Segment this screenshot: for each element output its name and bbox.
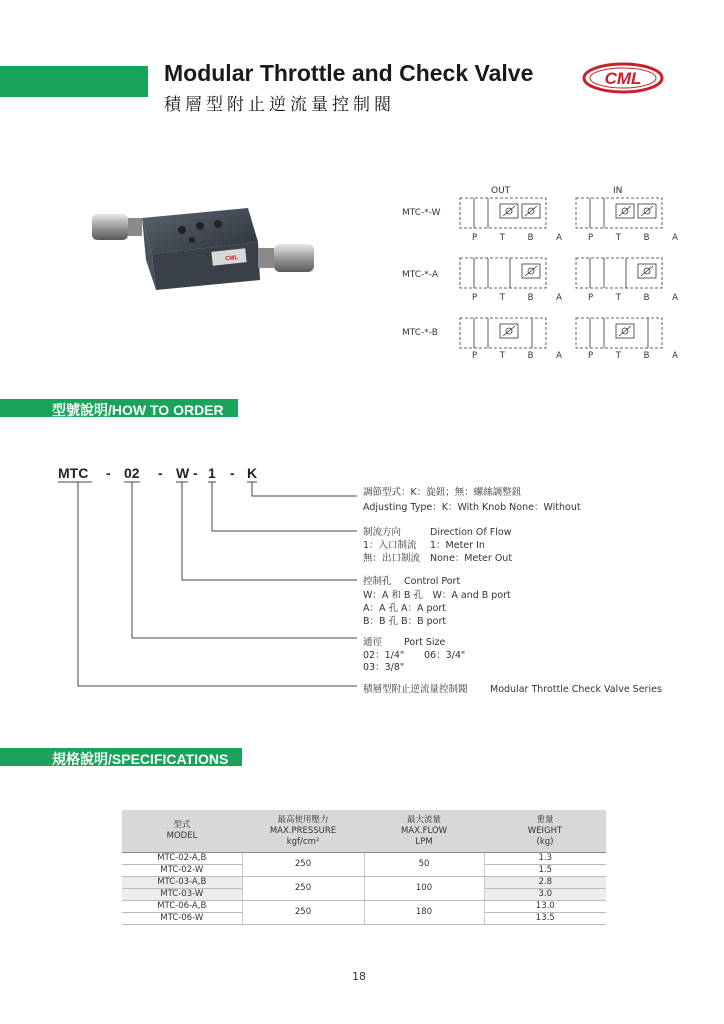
port-labels: P T B A (472, 293, 562, 303)
code-direction: 1 (208, 465, 216, 481)
control-en-title: Control Port (404, 576, 461, 587)
page-number: 18 (352, 970, 366, 983)
code-dash: - (158, 465, 163, 481)
table-row: MTC-02-A,B 250 50 1.3 (122, 853, 606, 865)
size-zh-title: 通徑 (363, 637, 383, 648)
symbol-row-label: MTC-*-A (402, 270, 438, 280)
direction-zh-1: 1：入口制流 (363, 540, 417, 551)
code-size: 02 (124, 465, 140, 481)
port-labels: P T B A (588, 293, 678, 303)
col-flow: 最大流量 MAX.FLOW LPM (364, 810, 484, 853)
series-zh: 積層型附止逆流量控制閥 (363, 684, 468, 695)
direction-zh-2: 無：出口制流 (363, 553, 421, 564)
size-en-title: Port Size (404, 637, 446, 648)
symbol-diagrams (458, 196, 668, 368)
control-zh-title: 控制孔 (363, 576, 392, 587)
size-line-2: 03：3/8" (363, 662, 405, 673)
page-subtitle-zh: 積層型附止逆流量控制閥 (164, 95, 395, 115)
port-labels: P T B A (588, 351, 678, 361)
page-title: Modular Throttle and Check Valve (164, 60, 534, 86)
header-accent-bar (0, 66, 148, 97)
control-line-1: W：A 和 B 孔 W：A and B port (363, 590, 511, 601)
size-line-1b: 06：3/4" (424, 650, 466, 661)
direction-zh-title: 制流方向 (363, 527, 402, 538)
table-row: MTC-03-W 3.0 (122, 889, 606, 901)
code-dash: - (106, 465, 111, 481)
order-leader-lines (0, 478, 360, 693)
specifications-heading: 規格說明/SPECIFICATIONS (52, 751, 229, 767)
port-labels: P T B A (472, 233, 562, 243)
direction-en-1: 1：Meter In (430, 540, 485, 551)
series-en: Modular Throttle Check Valve Series (490, 684, 662, 695)
product-label: CML (224, 255, 239, 263)
col-weight: 重量 WEIGHT (kg) (484, 810, 606, 853)
port-labels: P T B A (588, 233, 678, 243)
control-line-2: A：A 孔 A：A port (363, 603, 447, 614)
col-model: 型式 MODEL (122, 810, 242, 853)
direction-en-2: None：Meter Out (430, 553, 513, 564)
code-adjust: K (247, 465, 258, 481)
direction-en-title: Direction Of Flow (430, 527, 512, 538)
logo-text: CML (604, 69, 642, 88)
code-dash: - (230, 465, 235, 481)
symbol-row-label: MTC-*-W (402, 208, 441, 218)
table-row: MTC-06-A,B 250 180 13.0 (122, 901, 606, 913)
size-line-1a: 02：1/4" (363, 650, 405, 661)
product-photo (88, 190, 320, 290)
symbol-col-in: IN (613, 186, 623, 196)
specifications-table (122, 810, 606, 925)
code-port: W (176, 465, 190, 481)
table-row: MTC-06-W 13.5 (122, 913, 606, 925)
col-pressure: 最高使用壓力 MAX.PRESSURE kgf/cm² (242, 810, 364, 853)
code-dash: - (193, 465, 198, 481)
cml-logo (582, 62, 664, 94)
adjust-zh: 調節型式：K：旋鈕；無：螺絲調整鈕 (363, 487, 522, 498)
how-to-order-heading: 型號說明/HOW TO ORDER (52, 402, 224, 418)
port-labels: P T B A (472, 351, 562, 361)
adjust-en: Adjusting Type：K：With Knob None：Without (363, 502, 581, 513)
symbol-col-out: OUT (491, 186, 511, 196)
symbol-row-label: MTC-*-B (402, 328, 438, 338)
table-row: MTC-03-A,B 250 100 2.8 (122, 877, 606, 889)
code-prefix: MTC (58, 465, 89, 481)
control-line-3: B：B 孔 B：B port (363, 616, 447, 627)
table-row: MTC-02-W 1.5 (122, 865, 606, 877)
